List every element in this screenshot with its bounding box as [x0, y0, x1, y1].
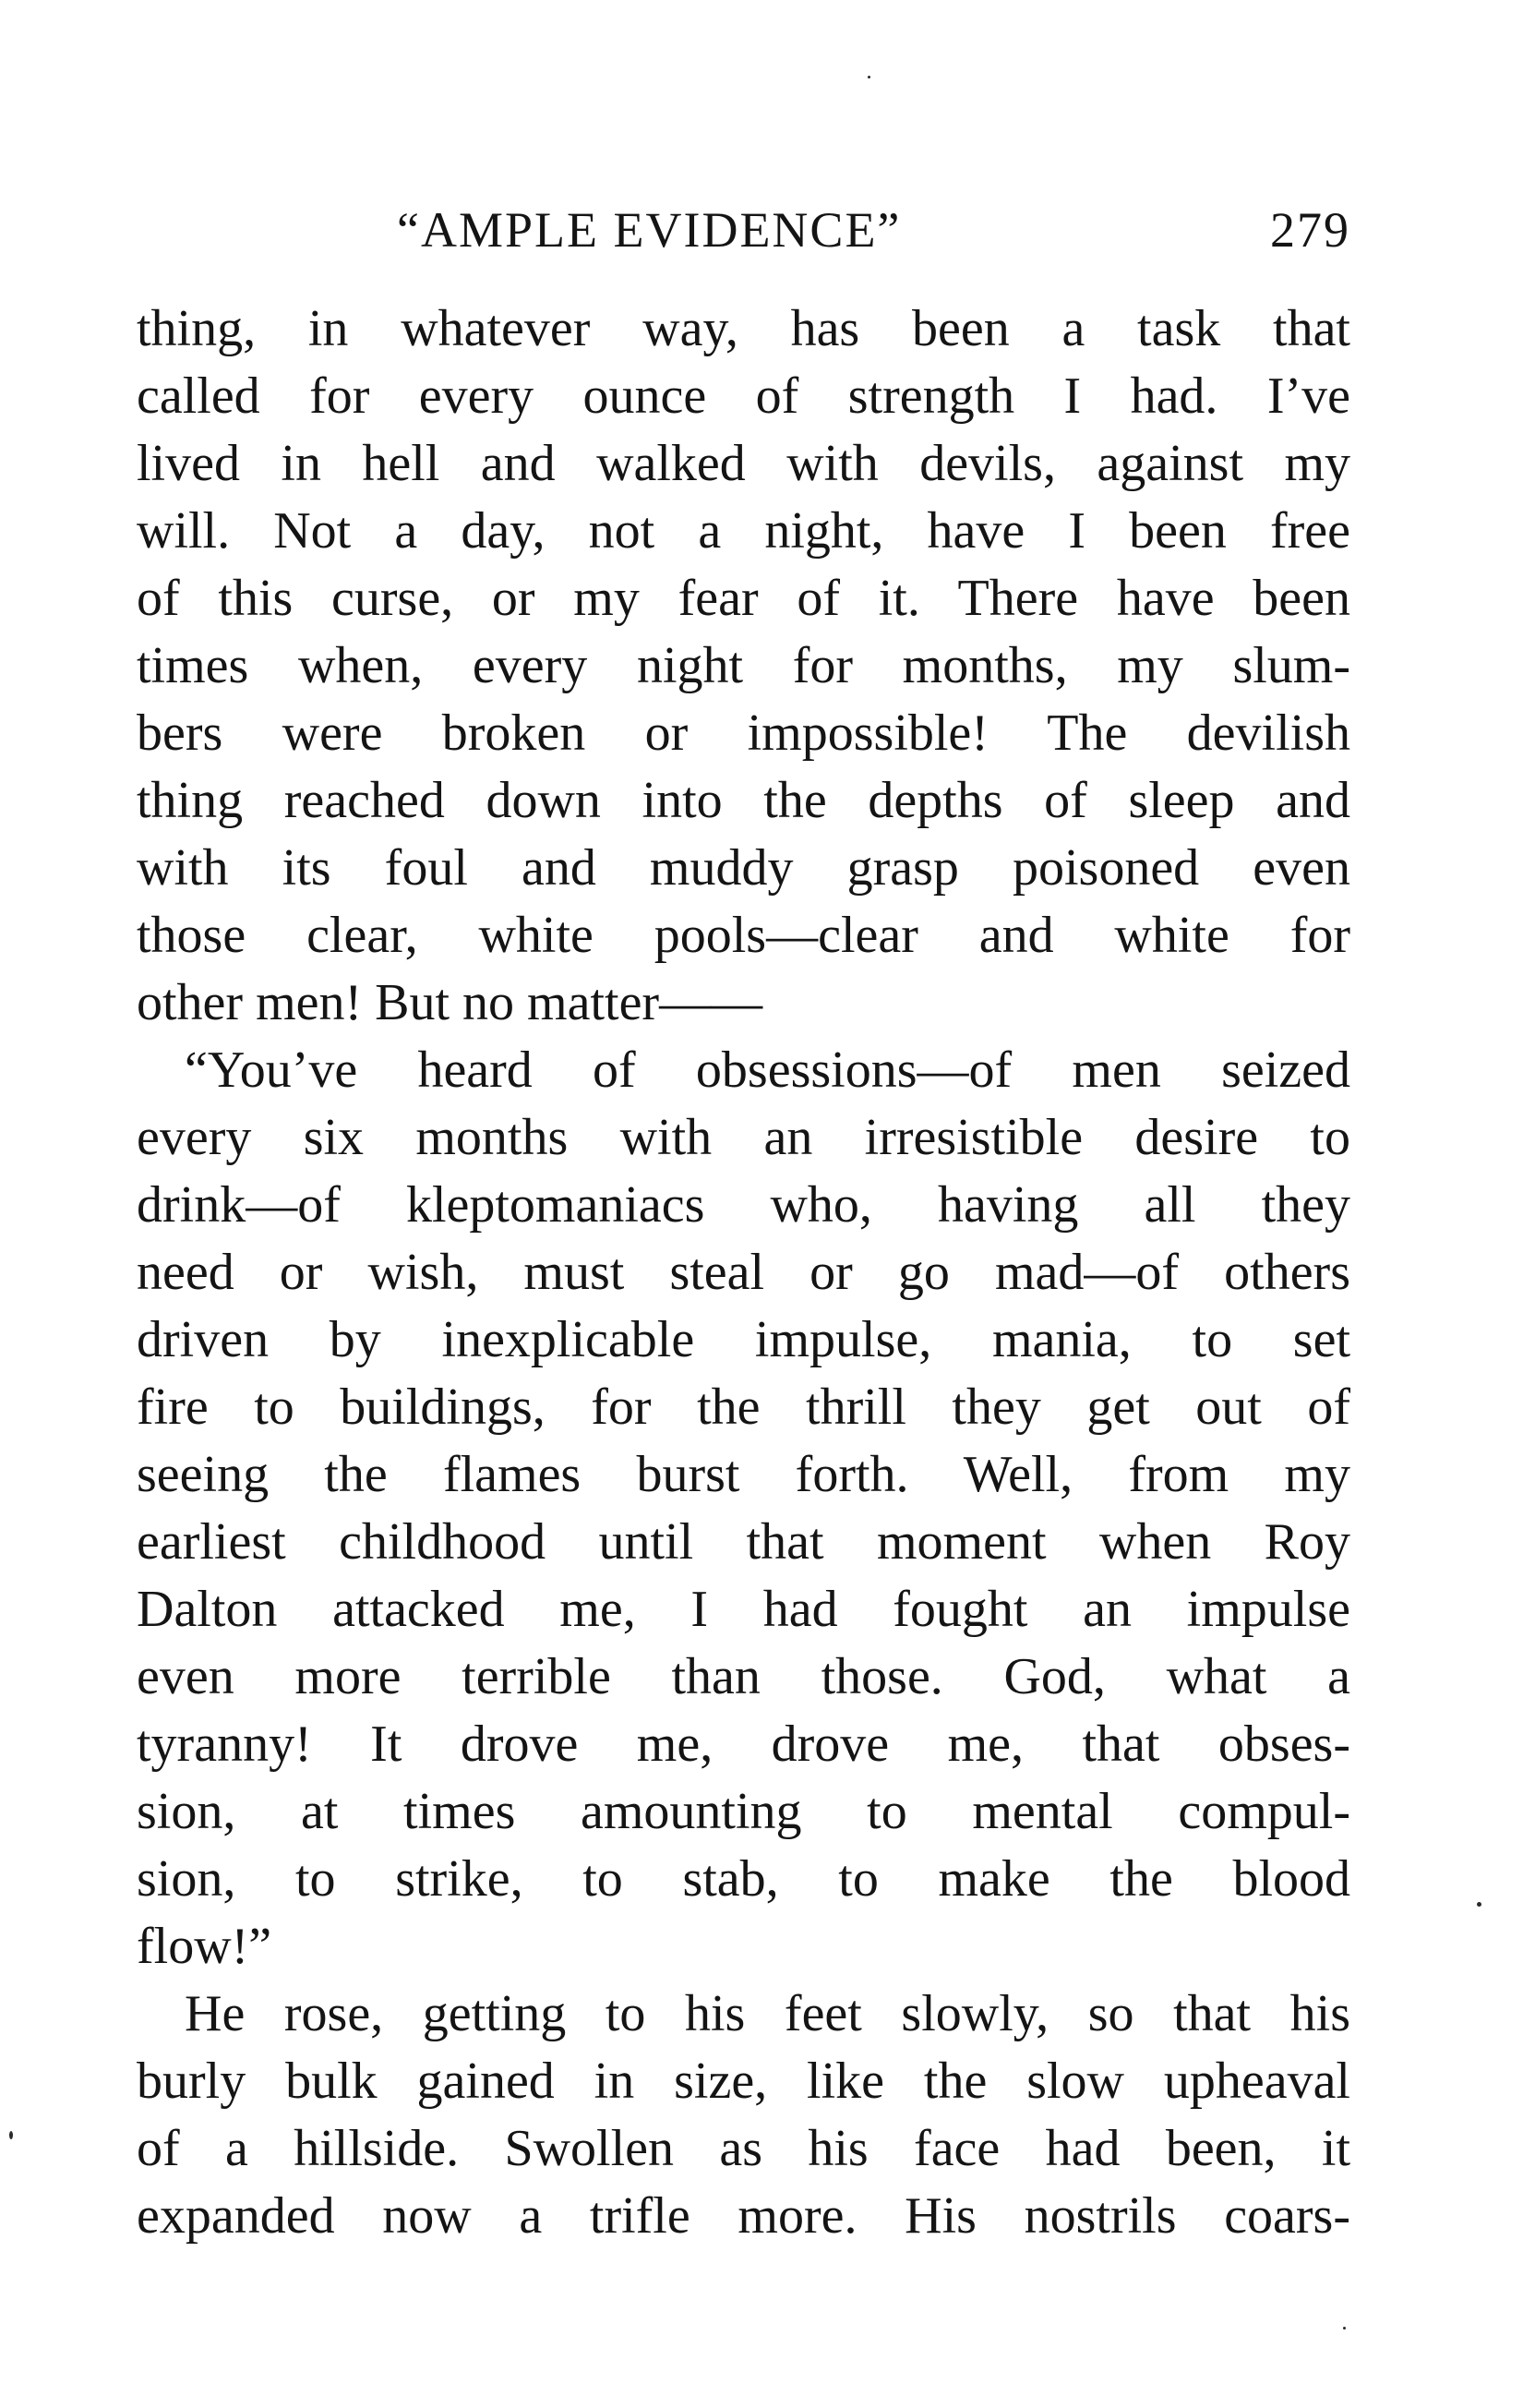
- text-line: lived in hell and walked with devils, against my: [137, 435, 1350, 492]
- text-line: times when, every night for months, my slum-: [137, 637, 1350, 694]
- text-line: need or wish, must steal or go mad—of others: [137, 1244, 1350, 1301]
- text-line: even more terrible than those. God, what a: [137, 1648, 1350, 1705]
- text-line: tyranny! It drove me, drove me, that obses-: [137, 1716, 1350, 1773]
- text-line: fire to buildings, for the thrill they get out of: [137, 1379, 1350, 1436]
- page-number: 279: [1270, 202, 1350, 258]
- text-line: sion, at times amounting to mental compul-: [137, 1783, 1350, 1840]
- text-line: expanded now a trifle more. His nostrils coars-: [137, 2187, 1350, 2245]
- scan-speck: [1477, 1902, 1481, 1907]
- text-line: earliest childhood until that moment when Roy: [137, 1513, 1350, 1571]
- text-line: of this curse, or my fear of it. There have been: [137, 570, 1350, 627]
- text-line: called for every ounce of strength I had. I’ve: [137, 367, 1350, 425]
- text-line: those clear, white pools—clear and white for: [137, 907, 1350, 964]
- text-line: flow!”: [137, 1918, 272, 1975]
- text-line: other men! But no matter——: [137, 974, 763, 1031]
- text-line: seeing the flames burst forth. Well, from my: [137, 1446, 1350, 1503]
- scan-speck: [9, 2131, 13, 2139]
- text-line: thing reached down into the depths of sleep and: [137, 772, 1350, 829]
- running-title: “AMPLE EVIDENCE”: [397, 202, 902, 258]
- text-line: will. Not a day, not a night, have I been free: [137, 502, 1350, 560]
- text-line: bers were broken or impossible! The devilish: [137, 704, 1350, 762]
- text-line: He rose, getting to his feet slowly, so that his: [185, 1985, 1350, 2042]
- text-line: thing, in whatever way, has been a task that: [137, 300, 1350, 357]
- text-line: every six months with an irresistible desire to: [137, 1109, 1350, 1166]
- text-line: with its foul and muddy grasp poisoned even: [137, 839, 1350, 897]
- running-head: [137, 201, 1350, 266]
- scan-speck: [1343, 2327, 1346, 2330]
- text-line: Dalton attacked me, I had fought an impulse: [137, 1581, 1350, 1638]
- scan-speck: [868, 76, 870, 78]
- text-line: “You’ve heard of obsessions—of men seized: [185, 1041, 1350, 1099]
- text-line: driven by inexplicable impulse, mania, to set: [137, 1311, 1350, 1368]
- text-line: burly bulk gained in size, like the slow upheaval: [137, 2053, 1350, 2110]
- text-line: of a hillside. Swollen as his face had been, it: [137, 2120, 1350, 2177]
- text-line: drink—of kleptomaniacs who, having all they: [137, 1176, 1350, 1234]
- text-line: sion, to strike, to stab, to make the blood: [137, 1850, 1350, 1908]
